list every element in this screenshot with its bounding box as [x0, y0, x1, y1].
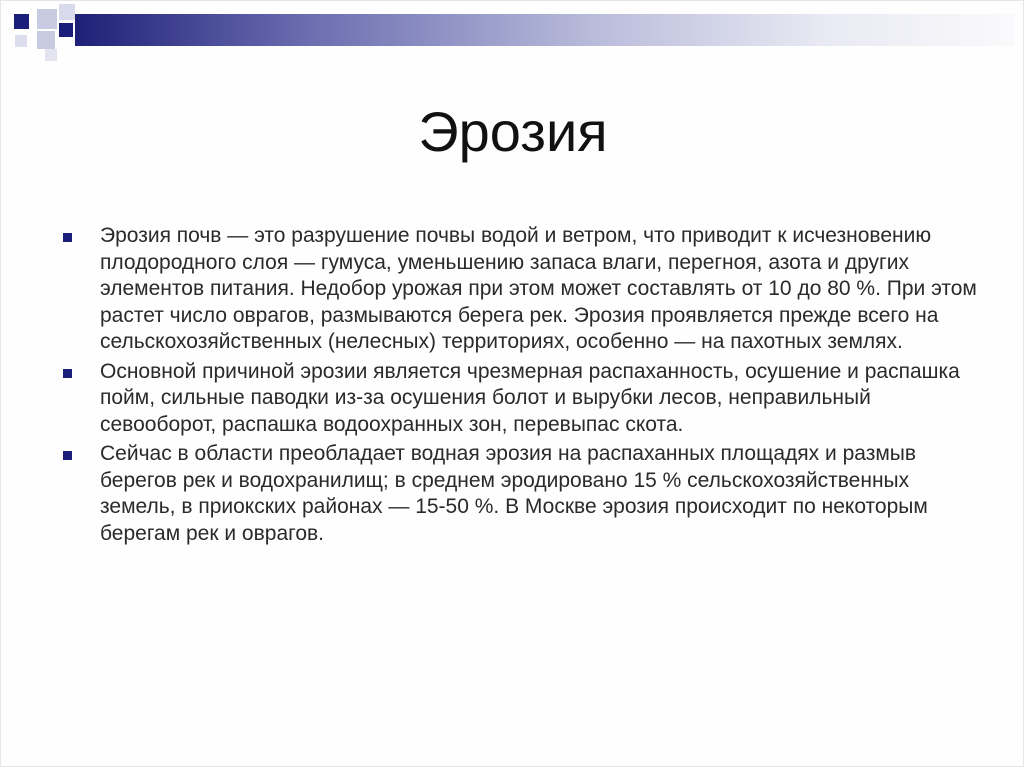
- decor-square-dark: [59, 23, 73, 37]
- bullet-list: [57, 223, 977, 550]
- square-bullet-icon: [63, 233, 72, 242]
- decor-square-light: [37, 9, 57, 29]
- square-bullet-icon: [63, 451, 72, 460]
- decor-square-light: [37, 31, 55, 49]
- decor-square-light: [45, 49, 57, 61]
- bullet-text: Эрозия почв — это разрушение почвы водой и ветром, что приводит к исчезновению плодородного слоя — гумуса, уменьшению запаса влаги, перегноя, азота и других элементов питания. Недобор урожая при этом может составлять от 10 до 80 %. При этом растет число оврагов, размываются берега рек. Эрозия проявляется прежде всего на сельскохозяйственных (нелесных) территориях, особенно — на пахотных землях.: [100, 224, 977, 353]
- square-bullet-icon: [63, 369, 72, 378]
- bullet-item: [57, 441, 977, 547]
- decor-square-dark: [14, 14, 29, 29]
- decor-square-light: [59, 4, 75, 20]
- bullet-text: Основной причиной эрозии является чрезмерная распаханность, осушение и распашка пойм, сильные паводки из-за осушения болот и вырубки лесов, неправильный севооборот, распашка водоохранных зон, перевыпас скота.: [100, 359, 960, 436]
- slide-title: Эрозия: [418, 100, 608, 163]
- decor-square-light: [15, 35, 27, 47]
- header-gradient-band: [75, 14, 1015, 46]
- bullet-item: [57, 223, 977, 356]
- bullet-item: [57, 359, 977, 439]
- bullet-text: Сейчас в области преобладает водная эрозия на распаханных площадях и размыв берегов рек и водохранилищ; в среднем эродировано 15 % сельскохозяйственных земель, в приокских районах — 15-50 %. В Москве эрозия происходит по некоторым берегам рек и оврагов.: [100, 442, 928, 545]
